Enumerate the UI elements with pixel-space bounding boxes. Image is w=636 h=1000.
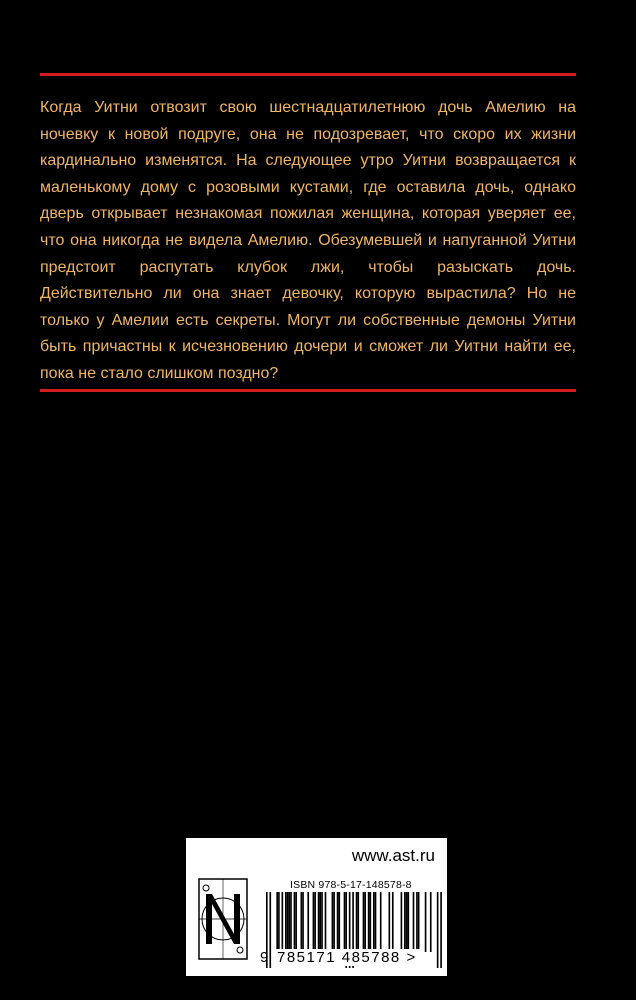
barcode-bar — [314, 892, 316, 952]
back-cover-blurb: Когда Уитни отвозит свою шестнадцатилетнюю дочь Амелию на ночевку к новой подруге, она не подозревает, что скоро их жизни кардинально изменятся. На следующее утро Уитни возвращается к маленькому дому с розовыми кустами, где оставила дочь, однако дверь открывает незнакомая пожилая женщина, которая уверяет ее, что она никогда не видела Амелию. Обезумевшей и напуганной Уитни предстоит распутать клубок лжи, чтобы разыскать дочь. Действительно ли она знает девочку, которую вырастила? Но не только у Амелии есть секреты. Могут ли собственные демоны Уитни быть причастны к исчезновению дочери и сможет ли Уитни найти ее, пока не стало слишком поздно? — [40, 99, 576, 382]
barcode-bar — [356, 892, 358, 952]
barcode-bar — [425, 892, 427, 952]
barcode-panel — [186, 838, 447, 976]
barcode-bar — [416, 892, 418, 952]
barcode-bar — [325, 892, 327, 952]
top-red-rule — [40, 73, 576, 76]
barcode-bar — [290, 892, 292, 952]
barcode-bar — [370, 892, 372, 952]
n-publisher-logo-icon — [198, 878, 248, 960]
barcode-bar — [318, 892, 320, 952]
barcode-bar — [406, 892, 408, 952]
barcode-bar — [389, 892, 391, 952]
barcode-bar — [307, 892, 309, 952]
barcode-bar — [278, 892, 280, 952]
barcode-bar — [413, 892, 415, 952]
barcode-bar — [294, 892, 296, 952]
barcode-bar — [392, 892, 394, 952]
barcode-bar — [404, 892, 406, 952]
barcode-bar — [337, 892, 339, 952]
barcode-bar — [295, 892, 297, 952]
barcode-bar — [302, 892, 304, 952]
barcode-bar — [321, 892, 323, 952]
barcode-lead-digit: 9 — [260, 949, 269, 966]
barcode-bar — [440, 892, 442, 968]
bottom-red-rule — [40, 389, 576, 392]
barcode-bar — [401, 892, 403, 952]
barcode-bar — [368, 892, 370, 952]
barcode-bar — [375, 892, 377, 952]
barcode-bar — [357, 892, 359, 952]
barcode-bar — [344, 892, 346, 952]
barcode-bar — [276, 892, 278, 952]
barcode-bar — [333, 892, 335, 952]
barcode-bar — [319, 892, 321, 952]
barcode-bar — [287, 892, 289, 952]
barcode-bar — [282, 892, 284, 952]
barcode-bar — [313, 892, 315, 952]
barcode-digits: 785171 485788 > — [274, 949, 420, 966]
isbn-text: ISBN 978-5-17-148578-8 — [290, 879, 412, 891]
barcode-bar — [380, 892, 382, 952]
barcode-bar — [407, 892, 409, 952]
barcode-bar — [364, 892, 366, 952]
barcode-bar — [373, 892, 375, 952]
barcode-bar — [338, 892, 340, 952]
barcode-bar — [418, 892, 420, 952]
publisher-website: www.ast.ru — [351, 846, 435, 865]
barcode-bar — [288, 892, 290, 952]
barcode-bar — [363, 892, 365, 952]
barcode-bar — [437, 892, 439, 968]
barcode-bar — [285, 892, 287, 952]
barcode-bar — [301, 892, 303, 952]
barcode-bar — [269, 892, 271, 968]
barcode-bar — [430, 892, 432, 952]
barcode-bar — [332, 892, 334, 952]
